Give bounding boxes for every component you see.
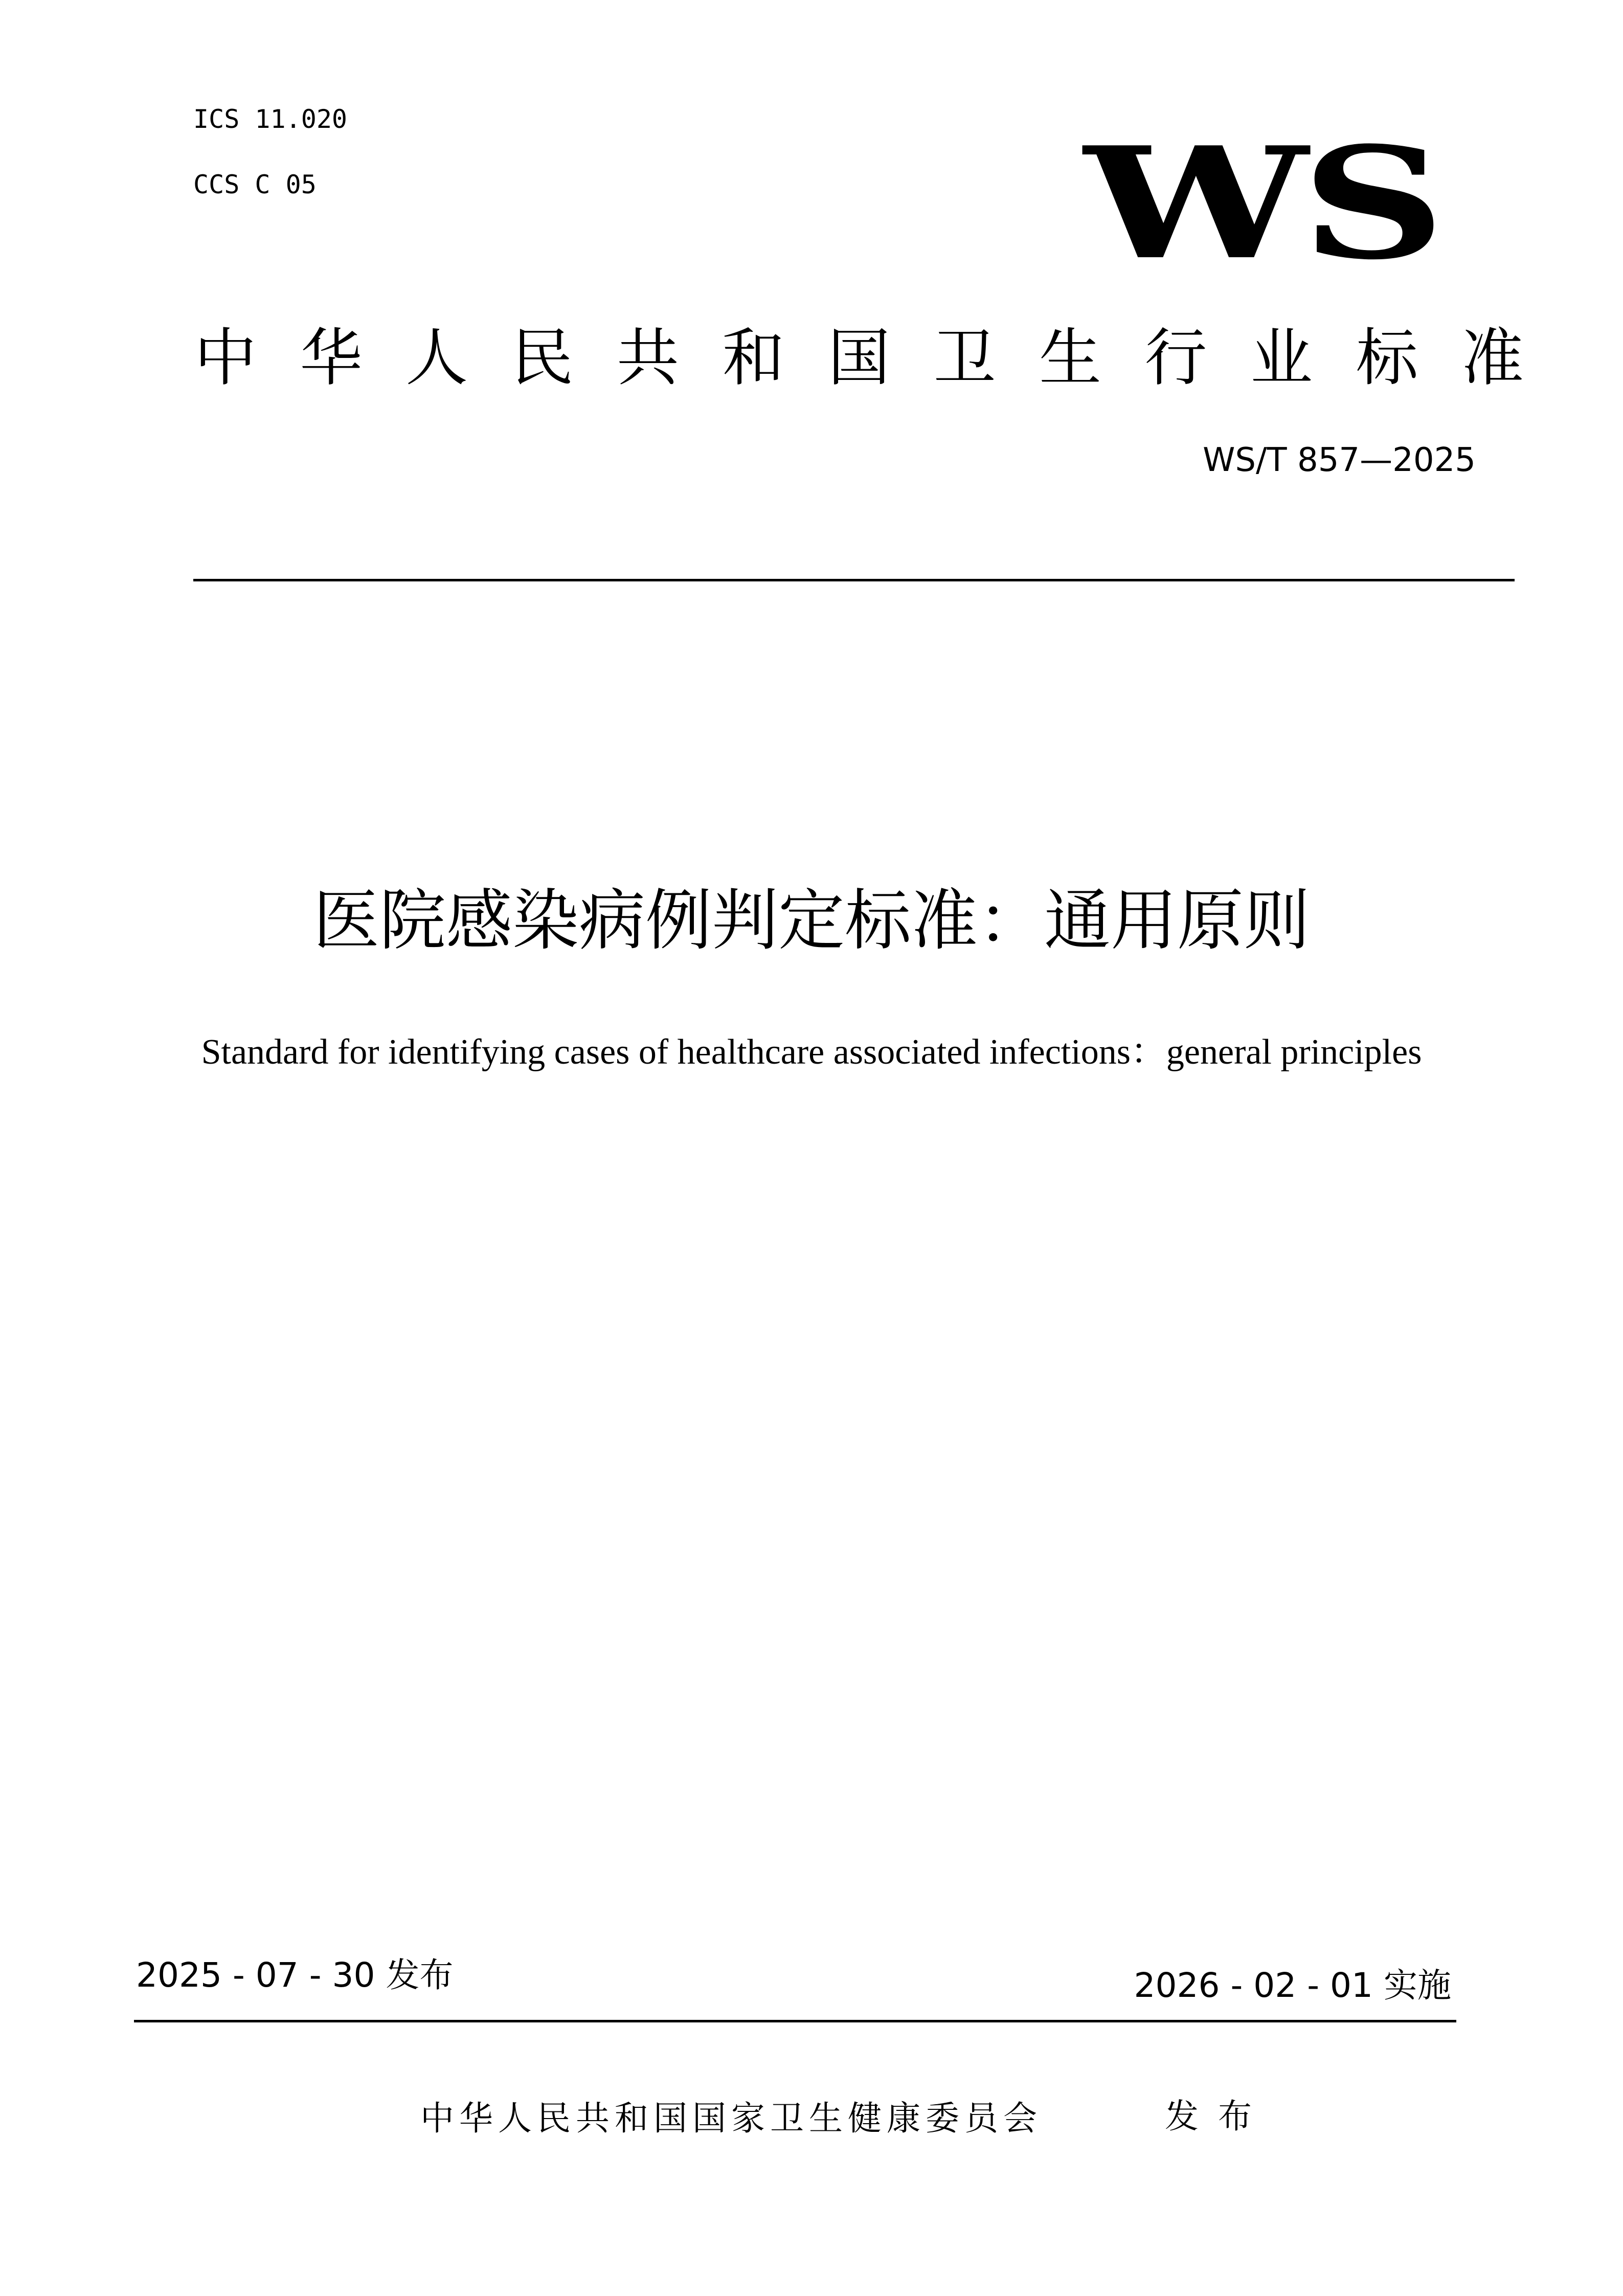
bottom-divider <box>134 2020 1456 2022</box>
standard-category-char: 准 <box>1461 322 1524 394</box>
issue-date: 2025 - 07 - 30 发布 <box>136 1955 454 1995</box>
standard-category-char: 中 <box>194 322 257 394</box>
standard-category-char: 人 <box>405 322 468 394</box>
standard-number: WS/T 857—2025 <box>1203 441 1476 479</box>
standard-category-char: 业 <box>1250 322 1313 394</box>
document-title-english: Standard for identifying cases of healthcare associated infections：general principles <box>201 1032 1422 1072</box>
standard-category-title <box>194 317 1524 399</box>
standard-category-char: 共 <box>617 322 679 394</box>
standard-category-char: 华 <box>300 322 363 394</box>
ics-code: ICS 11.020 <box>193 104 348 134</box>
ccs-code: CCS C 05 <box>193 170 317 199</box>
standard-category-char: 行 <box>1144 322 1207 394</box>
ws-logo: WS <box>1084 113 1439 294</box>
standard-category-char: 和 <box>722 322 785 394</box>
standard-category-char: 生 <box>1039 322 1101 394</box>
document-title-chinese: 医院感染病例判定标准：通用原则 <box>312 882 1310 959</box>
publish-label: 发布 <box>1165 2097 1271 2136</box>
top-divider <box>193 579 1515 581</box>
publisher-name: 中华人民共和国国家卫生健康委员会 <box>420 2099 1042 2138</box>
standard-category-char: 卫 <box>933 322 996 394</box>
standard-category-char: 国 <box>828 322 890 394</box>
implementation-date: 2026 - 02 - 01 实施 <box>1134 1966 1451 2005</box>
standard-category-char: 标 <box>1356 322 1418 394</box>
standard-category-char: 民 <box>511 322 574 394</box>
